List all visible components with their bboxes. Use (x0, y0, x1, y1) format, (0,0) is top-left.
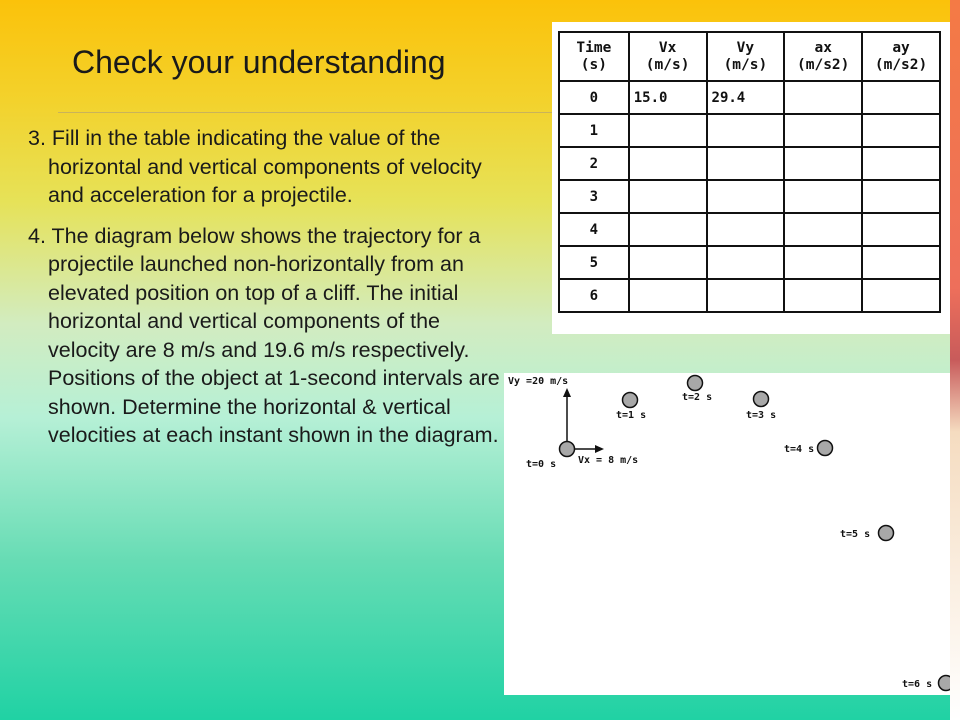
cell-ax[interactable] (784, 147, 862, 180)
cell-vy[interactable] (707, 279, 785, 312)
ball-t5 (879, 526, 894, 541)
cell-ax[interactable] (784, 114, 862, 147)
header-vy (707, 32, 785, 81)
cell-vx[interactable] (629, 279, 707, 312)
header-vy-unit: (m/s) (723, 56, 768, 73)
table-row (559, 81, 940, 114)
label-t6: t=6 s (902, 679, 933, 690)
trajectory-diagram (504, 373, 950, 695)
table-row (559, 114, 940, 147)
question-text (28, 124, 513, 462)
cell-ay[interactable] (862, 147, 940, 180)
vx-label: Vx = 8 m/s (578, 455, 639, 466)
cell-time: 4 (559, 213, 629, 246)
header-ax-unit: (m/s2) (797, 56, 850, 73)
cell-time: 2 (559, 147, 629, 180)
cell-vx[interactable] (629, 213, 707, 246)
header-ay (862, 32, 940, 81)
header-ax-label: ax (814, 39, 832, 56)
cell-time: 3 (559, 180, 629, 213)
title-divider (58, 112, 578, 113)
table-header-row (559, 32, 940, 81)
vy-arrow-head (563, 388, 571, 397)
cell-ay[interactable] (862, 81, 940, 114)
cell-vy[interactable] (707, 147, 785, 180)
cell-ax[interactable] (784, 246, 862, 279)
cell-vx[interactable] (629, 114, 707, 147)
cell-time: 0 (559, 81, 629, 114)
table-row (559, 246, 940, 279)
question-4: 4. The diagram below shows the trajectory for a projectile launched non-horizontally from an elevated position on top of a cliff. The initial horizontal and vertical components of the velocity are 8 m/s and 19.6 m/s respectively. Positions of the object at 1-second intervals are shown. Determine the horizontal & vertical velocities at each instant shown in the diagram. (28, 223, 500, 447)
label-t1: t=1 s (616, 410, 647, 421)
header-vx (629, 32, 707, 81)
header-ax (784, 32, 862, 81)
cell-ay[interactable] (862, 279, 940, 312)
label-t4: t=4 s (784, 444, 815, 455)
table-row (559, 279, 940, 312)
cell-ax[interactable] (784, 180, 862, 213)
header-time-unit: (s) (580, 56, 607, 73)
label-t3: t=3 s (746, 410, 777, 421)
header-ay-label: ay (892, 39, 910, 56)
header-vy-label: Vy (736, 39, 755, 56)
cell-vx[interactable] (629, 246, 707, 279)
accent-bar (950, 0, 960, 720)
cell-ax[interactable] (784, 213, 862, 246)
cell-vx[interactable]: 15.0 (629, 81, 707, 114)
slide-title: Check your understanding (72, 44, 446, 80)
vx-arrow-head (595, 445, 604, 453)
ball-t6 (939, 676, 951, 691)
cell-vy[interactable]: 29.4 (707, 81, 785, 114)
ball-t4 (818, 441, 833, 456)
table-row (559, 147, 940, 180)
header-ay-unit: (m/s2) (874, 56, 928, 73)
cell-ay[interactable] (862, 213, 940, 246)
ball-t0 (560, 442, 575, 457)
cell-vy[interactable] (707, 180, 785, 213)
table-row (559, 213, 940, 246)
cell-ay[interactable] (862, 246, 940, 279)
cell-ay[interactable] (862, 180, 940, 213)
velocity-table (558, 31, 941, 313)
ball-t3 (754, 392, 769, 407)
question-3: 3. Fill in the table indicating the value of the horizontal and vertical components of velocity and acceleration for a projectile. (28, 126, 482, 207)
cell-time: 1 (559, 114, 629, 147)
header-vx-label: Vx (658, 39, 677, 56)
cell-vy[interactable] (707, 246, 785, 279)
velocity-table-panel (552, 22, 950, 334)
trajectory-svg (504, 373, 950, 695)
label-t5: t=5 s (840, 529, 871, 540)
cell-ax[interactable] (784, 279, 862, 312)
cell-time: 5 (559, 246, 629, 279)
cell-vy[interactable] (707, 213, 785, 246)
cell-vy[interactable] (707, 114, 785, 147)
label-t0: t=0 s (526, 459, 557, 470)
vy-label: Vy =20 m/s (508, 376, 569, 387)
cell-vx[interactable] (629, 147, 707, 180)
ball-t2 (688, 376, 703, 391)
cell-ay[interactable] (862, 114, 940, 147)
header-time (559, 32, 629, 81)
header-time-label: Time (576, 39, 612, 56)
label-t2: t=2 s (682, 392, 713, 403)
table-row (559, 180, 940, 213)
header-vx-unit: (m/s) (645, 56, 690, 73)
ball-t1 (623, 393, 638, 408)
cell-vx[interactable] (629, 180, 707, 213)
cell-ax[interactable] (784, 81, 862, 114)
cell-time: 6 (559, 279, 629, 312)
